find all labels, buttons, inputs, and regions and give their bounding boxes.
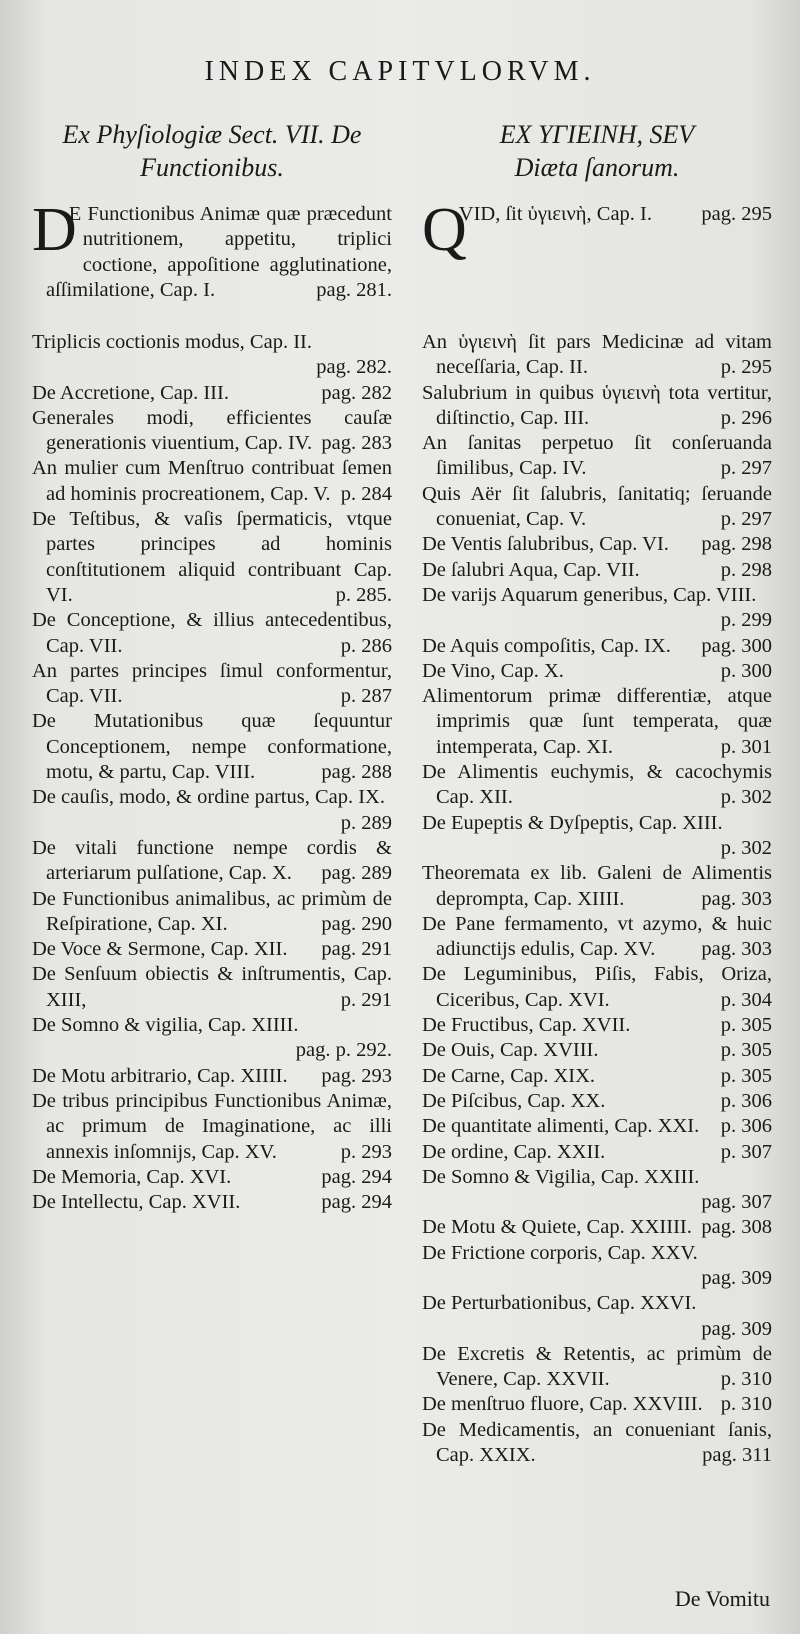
entry-page: pag. 309 bbox=[701, 1317, 772, 1340]
entry-page: pag. 303 bbox=[701, 938, 772, 961]
index-entry bbox=[32, 785, 392, 836]
entry-title: De Motu & Quiete, Cap. XXIIII. bbox=[422, 1216, 692, 1239]
index-entry bbox=[422, 684, 772, 760]
entry-page: p. 295 bbox=[720, 356, 772, 379]
entry-title: De quantitate alimenti, Cap. XXI. bbox=[422, 1115, 700, 1138]
index-entry bbox=[32, 381, 392, 406]
entry-title: De Ventis ſalubribus, Cap. VI. bbox=[422, 533, 669, 556]
left-column-heading bbox=[32, 118, 392, 184]
entry-page: p. 304 bbox=[720, 988, 772, 1011]
left-subheading: Functionibus. bbox=[140, 153, 284, 182]
running-head: INDEX CAPITVLORVM. bbox=[204, 56, 596, 87]
index-entry bbox=[32, 836, 392, 887]
entry-page: p. 310 bbox=[720, 1368, 772, 1391]
entry-title: De Ouis, Cap. XVIII. bbox=[422, 1039, 599, 1062]
entry-page: pag. 281. bbox=[316, 278, 392, 301]
index-entry bbox=[422, 1038, 772, 1063]
entry-title: De Functionibus animalibus, ac primùm de Reſpiratione, Cap. XI. bbox=[32, 887, 392, 935]
entry-page: pag. 288 bbox=[321, 761, 392, 784]
index-entry bbox=[32, 507, 392, 608]
index-entry bbox=[422, 962, 772, 1013]
left-entry-list bbox=[32, 196, 392, 1215]
index-entry bbox=[422, 1165, 772, 1216]
entry-page: p. 286 bbox=[340, 634, 392, 657]
entry-title: An ὑγιεινὴ ſit pars Medicinæ ad vitam neceſſaria, Cap. II. bbox=[422, 331, 772, 379]
entry-page: p. 306 bbox=[720, 1089, 772, 1112]
index-entry bbox=[32, 1165, 392, 1190]
entry-page: p. 296 bbox=[720, 406, 772, 429]
entry-title: De Memoria, Cap. XVI. bbox=[32, 1165, 232, 1188]
entry-title: De ordine, Cap. XXII. bbox=[422, 1140, 606, 1163]
left-heading: Ex Phyſiologiæ Sect. VII. De bbox=[62, 120, 362, 149]
entry-title: De Piſcibus, Cap. XX. bbox=[422, 1089, 606, 1112]
entry-title: E Functionibus Animæ quæ præcedunt nutritionem, appetitu, triplici coctione, appoſitione agglutinatione, aſſimilatione, Cap. I. bbox=[46, 203, 392, 301]
entry-page: p. 291 bbox=[340, 988, 392, 1011]
entry-title: De Medicamentis, an conueniant ſanis, Cap. XXIX. bbox=[422, 1418, 772, 1467]
entry-title: De Aquis compoſitis, Cap. IX. bbox=[422, 634, 671, 657]
entry-page: p. 305 bbox=[720, 1014, 772, 1037]
index-entry bbox=[422, 912, 772, 963]
index-entry bbox=[422, 583, 772, 634]
index-entry bbox=[422, 861, 772, 912]
entry-title: De Accretione, Cap. III. bbox=[32, 381, 229, 404]
index-entry bbox=[32, 937, 392, 962]
entry-title: De Fructibus, Cap. XVII. bbox=[422, 1014, 631, 1037]
entry-page: p. 302 bbox=[720, 836, 772, 859]
entry-page: pag. 282 bbox=[321, 381, 392, 404]
index-entry bbox=[32, 887, 392, 938]
entry-title: De menſtruo fluore, Cap. XXVIII. bbox=[422, 1393, 703, 1416]
entry-title: De Intellectu, Cap. XVII. bbox=[32, 1191, 241, 1214]
entry-title: Generales modi, efficientes cauſæ generationis viuentium, Cap. IV. bbox=[32, 406, 392, 455]
entry-title: De Pane fermamento, vt azymo, & huic adiunctijs edulis, Cap. XV. bbox=[422, 912, 772, 961]
entry-page: p. 293 bbox=[340, 1140, 392, 1163]
entry-page: pag. 295 bbox=[701, 203, 772, 225]
index-entry bbox=[422, 532, 772, 557]
entry-title: De vitali functione nempe cordis & arteriarum pulſatione, Cap. X. bbox=[32, 836, 392, 885]
entry-title: Quis Aër ſit ſalubris, ſanitatiq; ſeruande conueniat, Cap. V. bbox=[422, 482, 772, 531]
entry-page: pag. p. 292. bbox=[295, 1039, 392, 1062]
entry-page: p. 305 bbox=[720, 1064, 772, 1087]
entry-page: p. 302 bbox=[720, 786, 772, 809]
entry-page: p. 300 bbox=[720, 659, 772, 682]
entry-page: pag. 283 bbox=[321, 432, 392, 455]
index-entry bbox=[422, 1114, 772, 1139]
entry-title: De Senſuum obiectis & inſtrumentis, Cap. XIII, bbox=[32, 963, 392, 1011]
entry-title: An partes principes ſimul conformentur, Cap. VII. bbox=[32, 659, 392, 708]
entry-page: pag. 289 bbox=[321, 862, 392, 885]
entry-title: De Motu arbitrario, Cap. XIIII. bbox=[32, 1064, 288, 1087]
entry-title: De Alimentis euchymis, & cacochymis Cap. XII. bbox=[422, 761, 772, 809]
index-entry bbox=[422, 1013, 772, 1038]
entry-page: pag. 290 bbox=[321, 912, 392, 935]
entry-page: p. 307 bbox=[720, 1140, 772, 1163]
entry-title: De tribus principibus Functionibus Animæ, ac primum de Imaginatione, ac illi annexis inſomnijs, Cap. XV. bbox=[32, 1089, 392, 1163]
entry-title: De Mutationibus quæ ſequuntur Conceptionem, nempe conformatione, motu, & partu, Cap. VIII. bbox=[32, 710, 392, 784]
entry-page: p. 297 bbox=[720, 508, 772, 531]
index-entry bbox=[32, 709, 392, 785]
entry-title: De Teſtibus, & vaſis ſpermaticis, vtque partes principes ad hominis conſtitutionem aliquid contribuant Cap. VI. bbox=[32, 508, 392, 606]
entry-title: De Voce & Sermone, Cap. XII. bbox=[32, 938, 288, 961]
entry-title: De Frictione corporis, Cap. XXV. bbox=[422, 1241, 698, 1264]
index-entry bbox=[422, 811, 772, 862]
entry-title: De ſalubri Aqua, Cap. VII. bbox=[422, 558, 640, 581]
entry-page: p. 287 bbox=[340, 685, 392, 708]
entry-page: pag. 298 bbox=[701, 533, 772, 556]
catchword: De Vomitu bbox=[674, 1586, 770, 1611]
index-entry bbox=[422, 431, 772, 482]
entry-page: pag. 291 bbox=[321, 938, 392, 961]
entry-title: Triplicis coctionis modus, Cap. II. bbox=[32, 331, 312, 353]
entry-page: pag. 294 bbox=[321, 1191, 392, 1214]
entry-page: pag. 309 bbox=[701, 1266, 772, 1289]
index-entry bbox=[32, 659, 392, 710]
index-entry bbox=[32, 456, 392, 507]
drop-initial: D bbox=[32, 196, 77, 264]
entry-title: De cauſis, modo, & ordine partus, Cap. IX. bbox=[32, 786, 385, 809]
index-entry bbox=[32, 330, 392, 381]
index-entry bbox=[422, 659, 772, 684]
entry-title: De Leguminibus, Piſis, Fabis, Oriza, Ciceribus, Cap. XVI. bbox=[422, 963, 772, 1011]
entry-page: pag. 300 bbox=[701, 634, 772, 657]
right-entry-list bbox=[422, 196, 772, 1468]
right-column-heading bbox=[422, 118, 772, 184]
entry-page: pag. 303 bbox=[701, 887, 772, 910]
entry-page: pag. 294 bbox=[321, 1165, 392, 1188]
entry-title: An mulier cum Menſtruo contribuat ſemen ad hominis procreationem, Cap. V. bbox=[32, 457, 392, 505]
entry-page: p. 298 bbox=[720, 558, 772, 581]
entry-page: p. 301 bbox=[720, 735, 772, 758]
index-entry bbox=[422, 1392, 772, 1417]
index-entry bbox=[422, 196, 772, 330]
entry-title: De Carne, Cap. XIX. bbox=[422, 1064, 596, 1087]
index-entry bbox=[32, 1089, 392, 1165]
entry-title: Alimentorum primæ differentiæ, atque imprimis quæ ſunt temperata, quæ intemperata, Cap. XI. bbox=[422, 685, 772, 758]
index-entry bbox=[422, 1241, 772, 1292]
entry-title: De Vino, Cap. X. bbox=[422, 659, 564, 682]
index-entry bbox=[32, 196, 392, 330]
index-entry bbox=[422, 634, 772, 659]
left-column bbox=[32, 118, 392, 1215]
index-entry bbox=[32, 608, 392, 659]
right-column bbox=[422, 118, 772, 1468]
entry-title: De Excretis & Retentis, ac primùm de Venere, Cap. XXVII. bbox=[422, 1342, 772, 1391]
entry-page: p. 285. bbox=[335, 583, 392, 606]
entry-page: pag. 311 bbox=[702, 1444, 772, 1467]
entry-title: De Somno & Vigilia, Cap. XXIII. bbox=[422, 1165, 700, 1188]
entry-title: De Conceptione, & illius antecedentibus, Cap. VII. bbox=[32, 609, 392, 657]
right-subheading: Diæta ſanorum. bbox=[514, 153, 680, 182]
index-entry bbox=[422, 558, 772, 583]
index-entry bbox=[422, 1291, 772, 1342]
entry-title: An ſanitas perpetuo ſit conſeruanda ſimilibus, Cap. IV. bbox=[422, 432, 772, 480]
index-entry bbox=[422, 1064, 772, 1089]
entry-title: Theoremata ex lib. Galeni de Alimentis deprompta, Cap. XIIII. bbox=[422, 862, 772, 910]
entry-page: pag. 307 bbox=[701, 1191, 772, 1214]
drop-initial: Q bbox=[422, 196, 467, 264]
index-entry bbox=[422, 1140, 772, 1165]
entry-page: p. 297 bbox=[720, 457, 772, 480]
entry-title: VID, ſit ὑγιεινὴ, Cap. I. bbox=[458, 203, 652, 225]
index-entry bbox=[422, 381, 772, 432]
entry-page: p. 289 bbox=[340, 811, 392, 834]
entry-page: pag. 282. bbox=[316, 356, 392, 379]
entry-page: pag. 293 bbox=[321, 1064, 392, 1087]
entry-title: De Eupeptis & Dyſpeptis, Cap. XIII. bbox=[422, 811, 723, 834]
index-entry bbox=[422, 330, 772, 381]
entry-page: p. 299 bbox=[720, 609, 772, 632]
index-entry bbox=[422, 482, 772, 533]
index-entry bbox=[422, 1089, 772, 1114]
index-entry bbox=[32, 406, 392, 457]
index-entry bbox=[422, 760, 772, 811]
index-entry bbox=[32, 1013, 392, 1064]
index-entry bbox=[422, 1215, 772, 1240]
entry-page: p. 306 bbox=[720, 1115, 772, 1138]
entry-page: p. 305 bbox=[720, 1039, 772, 1062]
entry-title: De Somno & vigilia, Cap. XIIII. bbox=[32, 1014, 299, 1037]
index-entry bbox=[32, 1190, 392, 1215]
index-entry bbox=[422, 1418, 772, 1469]
entry-page: p. 284 bbox=[340, 482, 392, 505]
entry-title: De Perturbationibus, Cap. XXVI. bbox=[422, 1292, 697, 1315]
entry-title: Salubrium in quibus ὑγιεινὴ tota vertitur, diſtinctio, Cap. III. bbox=[422, 381, 772, 429]
index-entry bbox=[422, 1342, 772, 1393]
index-entry bbox=[32, 962, 392, 1013]
index-entry bbox=[32, 1064, 392, 1089]
entry-title: De varijs Aquarum generibus, Cap. VIII. bbox=[422, 583, 757, 606]
entry-page: pag. 308 bbox=[701, 1216, 772, 1239]
right-heading: EX ΥΓΙΕΙΝΗ, SEV bbox=[499, 120, 695, 149]
entry-page: p. 310 bbox=[720, 1393, 772, 1416]
